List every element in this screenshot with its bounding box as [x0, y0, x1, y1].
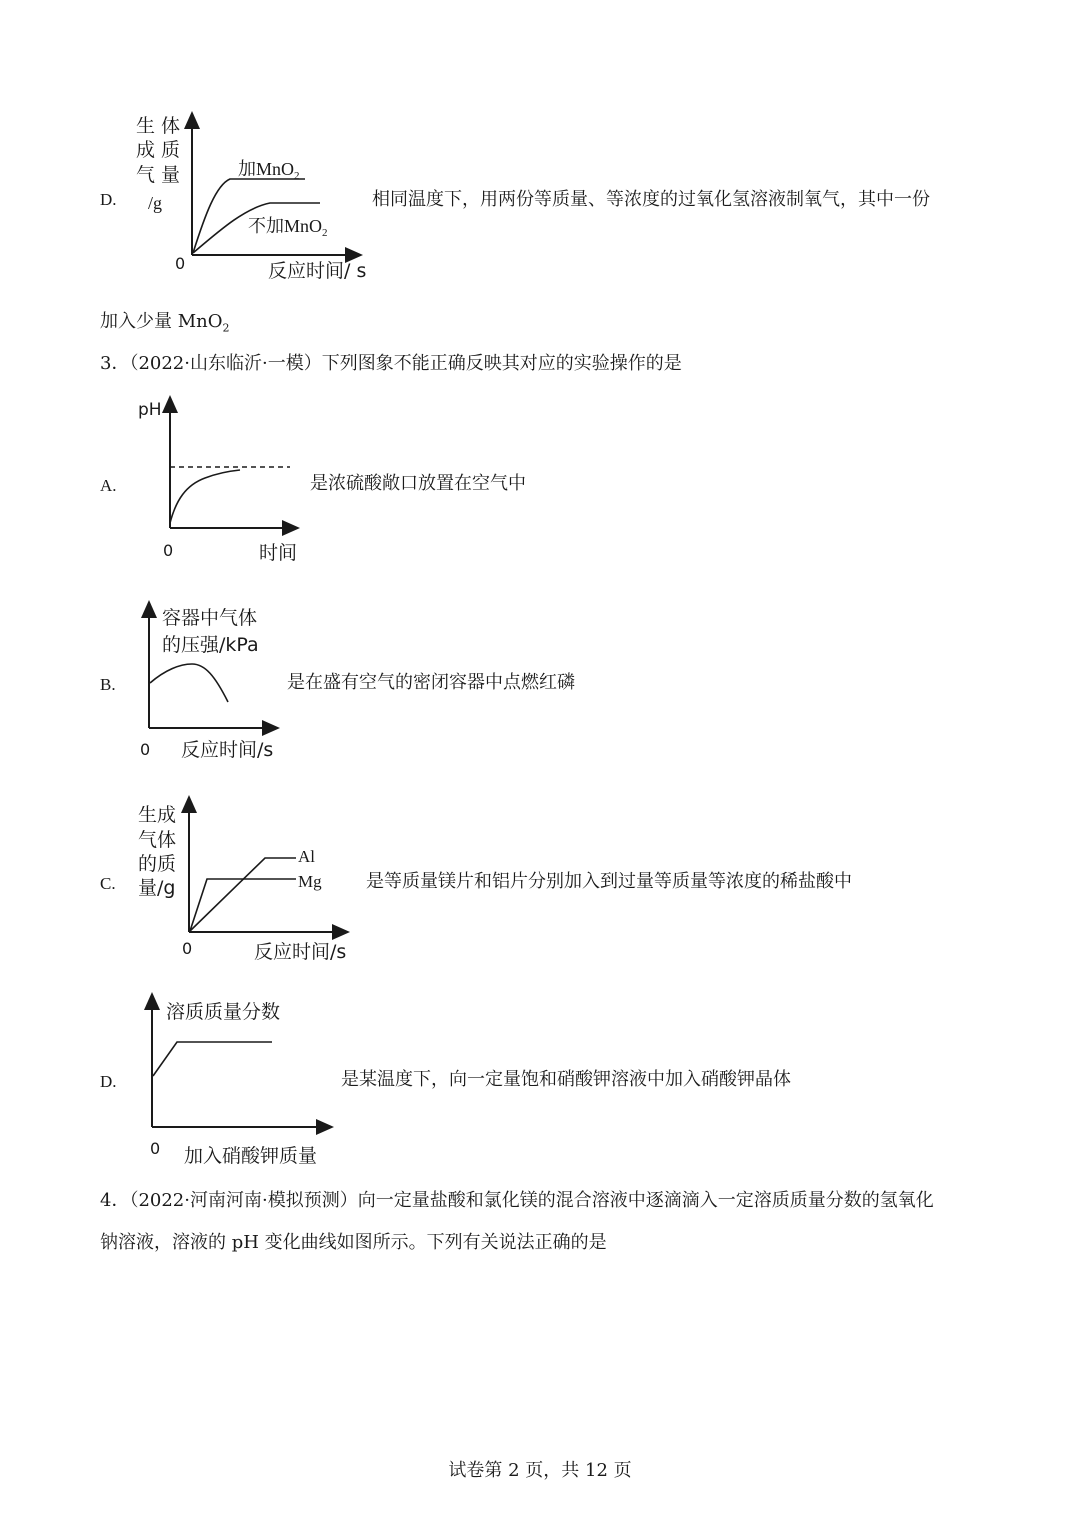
- y-label-line: 生 体: [136, 115, 181, 137]
- q3-option-b-letter: B.: [100, 675, 116, 694]
- y-label-line: 气 量: [136, 164, 181, 186]
- q3-option-c-description: 是等质量镁片和铝片分别加入到过量等质量等浓度的稀盐酸中: [366, 871, 852, 892]
- pressure-curve: [150, 664, 228, 702]
- q3-opta-graph: [130, 395, 310, 570]
- y-label-line: 容器中气体: [162, 607, 258, 629]
- y-label-line: 成 质: [136, 139, 181, 161]
- x-axis-label: 加入硝酸钾质量: [184, 1145, 318, 1167]
- q2-option-d-description: 相同温度下，用两份等质量、等浓度的过氧化氢溶液制氧气，其中一份: [372, 189, 930, 210]
- series-label-al: Al: [298, 847, 315, 866]
- al-line: [190, 858, 296, 931]
- y-label-line: 气体: [138, 829, 177, 851]
- x-axis-label: 反应时间/s: [254, 941, 347, 963]
- series-label-mg: Mg: [298, 872, 322, 891]
- q3-optc-graph: [130, 795, 360, 970]
- origin-label: 0: [140, 740, 151, 759]
- y-label-line: 的压强/kPa: [162, 634, 259, 656]
- q3-optb-graph: [130, 598, 310, 770]
- mg-line: [190, 879, 296, 931]
- q3-stem: 3．（2022·山东临沂·一模）下列图象不能正确反映其对应的实验操作的是: [100, 353, 682, 374]
- origin-label: 0: [175, 254, 186, 273]
- x-axis-label: 时间: [259, 542, 298, 564]
- q2-optd-graph: [120, 105, 380, 290]
- q3-option-a-letter: A.: [100, 476, 117, 495]
- y-label-line: /g: [148, 193, 163, 213]
- y-axis-label: 溶质质量分数: [166, 1001, 281, 1023]
- q2-option-d-description-continued: 加入少量 MnO$_2$: [100, 311, 230, 335]
- q4-stem-line2: 钠溶液，溶液的 pH 变化曲线如图所示。下列有关说法正确的是: [100, 1232, 607, 1253]
- q2-option-d-letter: D.: [100, 190, 117, 209]
- x-axis-label: 反应时间/s: [181, 739, 274, 761]
- q4-stem-line1: 4．（2022·河南河南·模拟预测）向一定量盐酸和氯化镁的混合溶液中逐滴滴入一定溶质质量分数的氢氧化: [100, 1190, 934, 1211]
- q3-option-d-description: 是某温度下，向一定量饱和硝酸钾溶液中加入硝酸钾晶体: [341, 1069, 791, 1090]
- y-label-line: 量/g: [138, 877, 176, 899]
- q3-option-c-letter: C.: [100, 874, 116, 893]
- q3-option-d-letter: D.: [100, 1072, 117, 1091]
- fraction-line: [153, 1042, 272, 1076]
- y-label-line: 的质: [138, 853, 177, 875]
- x-axis-label: 反应时间/ s: [268, 260, 367, 282]
- curve-label-with-mno2: 加MnO$_2$: [238, 159, 300, 182]
- origin-label: 0: [163, 541, 174, 560]
- q3-option-b-description: 是在盛有空气的密闭容器中点燃红磷: [287, 672, 575, 693]
- y-axis-label: pH: [138, 400, 162, 420]
- origin-label: 0: [150, 1139, 161, 1158]
- curve-label-without-mno2: 不加MnO$_2$: [248, 216, 328, 239]
- q3-optd-graph: [130, 990, 350, 1170]
- q3-option-a-description: 是浓硫酸敞口放置在空气中: [310, 473, 526, 494]
- page-footer: 试卷第 2 页，共 12 页: [448, 1460, 632, 1481]
- origin-label: 0: [182, 939, 193, 958]
- y-label-line: 生成: [138, 804, 177, 826]
- ph-curve: [170, 470, 240, 523]
